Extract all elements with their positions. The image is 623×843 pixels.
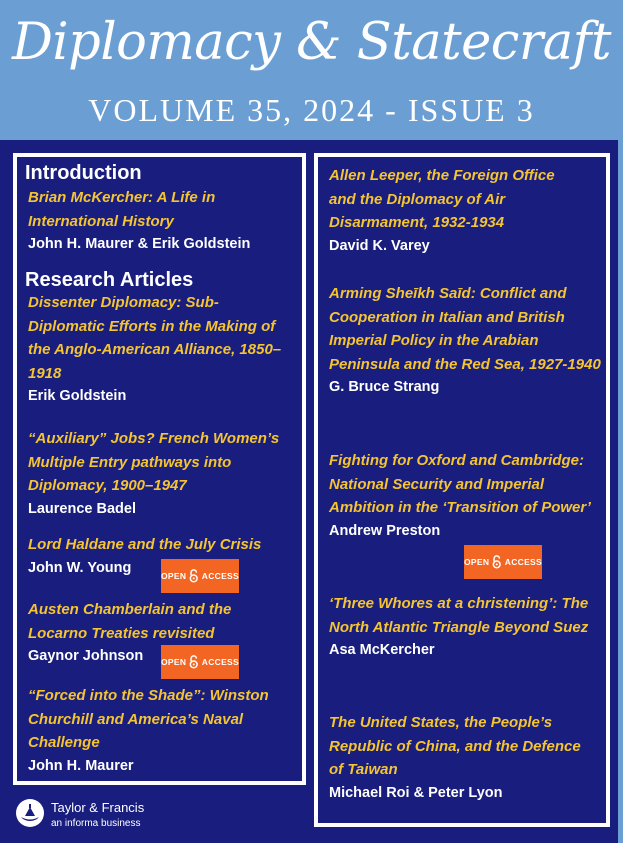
article-title[interactable]: Brian McKercher: A Life in International History: [28, 189, 216, 230]
article-title[interactable]: Fighting for Oxford and Cambridge: National Security and Imperial Ambition in the ‘Transition of Power’: [329, 452, 591, 516]
contents-panel: [0, 140, 618, 843]
article-title[interactable]: Arming Sheīkh Saīd: Conflict and Cooperation in Italian and British Imperial Policy in the Arabian Peninsula and the Red Sea, 1927-1940: [329, 285, 601, 373]
open-access-word: OPEN: [161, 657, 187, 667]
open-lock-icon: [189, 566, 198, 586]
article-authors: John W. Young: [28, 559, 132, 576]
article-authors: David K. Varey: [329, 237, 430, 254]
publisher-logo[interactable]: [15, 798, 215, 838]
article-title[interactable]: The United States, the People’s Republic of China, and the Defence of Taiwan: [329, 714, 581, 778]
journal-title: Diplomacy & Statecraft: [11, 13, 612, 72]
article-item[interactable]: [329, 592, 600, 662]
left-column: [13, 153, 306, 785]
article-title[interactable]: Austen Chamberlain and the Locarno Treaties revisited: [28, 601, 232, 642]
access-word: ACCESS: [201, 571, 239, 581]
article-item[interactable]: [329, 449, 600, 543]
article-title[interactable]: “Forced into the Shade”: Winston Churchill and America’s Naval Challenge: [28, 687, 269, 751]
right-column: [314, 153, 610, 827]
open-access-badge: [161, 645, 239, 679]
article-title[interactable]: “Auxiliary” Jobs? French Women’s Multiple Entry pathways into Diplomacy, 1900–1947: [28, 430, 280, 494]
issue-line: VOLUME 35, 2024 - ISSUE 3: [88, 92, 535, 128]
article-authors: Laurence Badel: [28, 500, 136, 517]
article-authors: Andrew Preston: [329, 522, 441, 539]
article-authors: Gaynor Johnson: [28, 648, 144, 664]
access-word: ACCESS: [504, 557, 542, 567]
open-lock-icon: [189, 652, 198, 672]
header-band: [0, 0, 623, 140]
article-item[interactable]: [28, 186, 296, 256]
article-authors: Michael Roi & Peter Lyon: [329, 784, 503, 801]
article-authors: Asa McKercher: [329, 642, 435, 658]
research-articles-heading: Research Articles: [25, 269, 194, 291]
open-access-badge: [464, 545, 542, 579]
article-title[interactable]: Dissenter Diplomacy: Sub-Diplomatic Efforts in the Making of the Anglo-American Alliance, 1850–1918: [28, 294, 282, 382]
article-item[interactable]: [329, 164, 600, 258]
article-item[interactable]: [329, 282, 600, 399]
article-item[interactable]: [28, 427, 296, 521]
article-authors: G. Bruce Strang: [329, 379, 440, 395]
article-authors: Erik Goldstein: [28, 388, 127, 404]
open-access-word: OPEN: [161, 571, 187, 581]
publisher-tagline: an informa business: [51, 818, 141, 829]
article-authors: John H. Maurer & Erik Goldstein: [28, 236, 251, 252]
article-title[interactable]: Allen Leeper, the Foreign Office and the Diplomacy of Air Disarmament, 1932-1934: [329, 167, 555, 231]
article-item[interactable]: [28, 684, 296, 778]
article-item[interactable]: [28, 291, 296, 408]
open-access-badge: [161, 559, 239, 593]
article-authors: John H. Maurer: [28, 757, 134, 774]
article-title[interactable]: ‘Three Whores at a christening’: The North Atlantic Triangle Beyond Suez: [329, 595, 589, 636]
introduction-heading: Introduction: [25, 162, 142, 184]
publisher-emblem-icon: [15, 798, 45, 828]
article-item[interactable]: [329, 711, 600, 805]
access-word: ACCESS: [201, 657, 239, 667]
open-lock-icon: [492, 552, 501, 572]
article-title[interactable]: Lord Haldane and the July Crisis: [28, 536, 262, 553]
publisher-name: Taylor & Francis: [51, 800, 145, 815]
open-access-word: OPEN: [464, 557, 490, 567]
